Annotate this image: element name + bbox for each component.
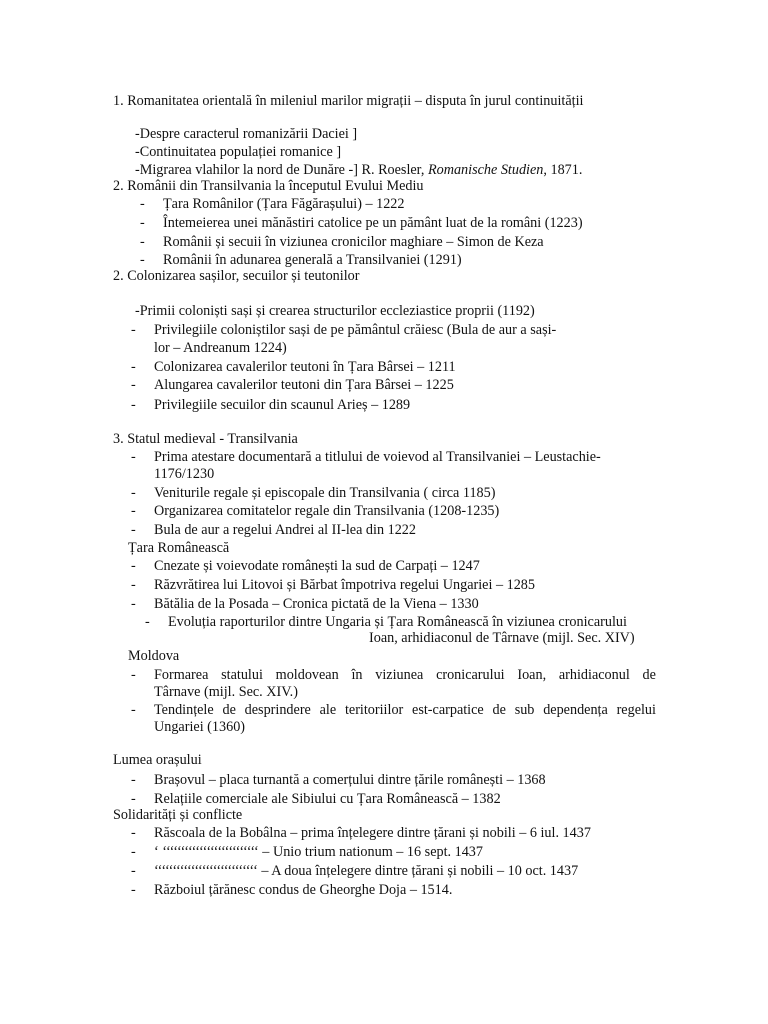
list-item: Bula de aur a regelui Andrei al II-lea din 1222 <box>154 522 416 538</box>
list-item: ‘‘‘‘‘‘‘‘‘‘‘‘‘‘‘‘‘‘‘‘‘‘‘‘‘‘‘‘ – A doua înțelegere dintre țărani și nobili – 10 oct. 1437 <box>154 863 579 879</box>
bullet-dash: - <box>131 844 136 860</box>
list-item: Întemeierea unei mănăstiri catolice pe un pământ luat de la români (1223) <box>163 215 583 231</box>
bullet-dash: - <box>131 449 136 465</box>
bullet-dash: - <box>140 252 145 268</box>
section-heading: 1. Romanitatea orientală în mileniul marilor migrații – disputa în jurul continuității <box>113 93 584 109</box>
list-item: Țara Românilor (Țara Făgărașului) – 1222 <box>163 196 405 212</box>
bullet-dash: - <box>131 882 136 898</box>
list-item: -Migrarea vlahilor la nord de Dunăre -] R. Roesler, Romanische Studien, 1871. <box>135 162 583 178</box>
subsection-heading: Moldova <box>128 648 180 664</box>
list-item: Alungarea cavalerilor teutoni din Țara Bârsei – 1225 <box>154 377 454 393</box>
bullet-dash: - <box>131 558 136 574</box>
list-item: Românii în adunarea generală a Transilvaniei (1291) <box>163 252 462 268</box>
section-heading: Lumea orașului <box>113 752 202 768</box>
bullet-dash: - <box>131 702 136 718</box>
book-title: Romanische Studien <box>427 162 544 178</box>
list-item: -Continuitatea populației romanice ] <box>135 144 342 160</box>
section-heading: 2. Colonizarea sașilor, secuilor și teutonilor <box>113 268 360 284</box>
list-item: Cnezate și voievodate românești la sud de Carpați – 1247 <box>154 558 480 574</box>
list-item: Răscoala de la Bobâlna – prima înțelegere dintre țărani și nobili – 6 iul. 1437 <box>154 825 591 841</box>
bullet-dash: - <box>131 577 136 593</box>
list-item: Românii și secuii în viziunea cronicilor maghiare – Simon de Keza <box>163 234 544 250</box>
bullet-dash: - <box>140 234 145 250</box>
list-item-continuation: Ungariei (1360) <box>154 719 246 735</box>
list-item: Organizarea comitatelor regale din Transilvania (1208-1235) <box>154 503 500 519</box>
list-item: -Primii coloniști sași și crearea structurilor eccleziastice proprii (1192) <box>135 303 535 319</box>
bullet-dash: - <box>131 503 136 519</box>
list-item: Brașovul – placa turnantă a comerțului dintre țările românești – 1368 <box>154 772 546 788</box>
bullet-dash: - <box>131 377 136 393</box>
list-item: ‘ ‘‘‘‘‘‘‘‘‘‘‘‘‘‘‘‘‘‘‘‘‘‘‘‘‘‘ – Unio trium nationum – 16 sept. 1437 <box>154 844 483 860</box>
section-heading: 3. Statul medieval - Transilvania <box>113 431 298 447</box>
list-item-justified: Formarea statului moldovean în viziunea cronicarului Ioan, arhidiaconul de <box>154 667 656 683</box>
bullet-dash: - <box>131 791 136 807</box>
list-item: Privilegiile secuilor din scaunul Arieș – 1289 <box>154 397 411 413</box>
bullet-dash: - <box>131 596 136 612</box>
bullet-dash: - <box>140 215 145 231</box>
list-item: -Despre caracterul romanizării Daciei ] <box>135 126 358 142</box>
bullet-dash: - <box>131 322 136 338</box>
list-item: Răzvrătirea lui Litovoi și Bărbat împotriva regelui Ungariei – 1285 <box>154 577 535 593</box>
bullet-dash: - <box>131 522 136 538</box>
bullet-dash: - <box>131 667 136 683</box>
list-item-continuation: 1176/1230 <box>154 466 215 482</box>
list-item-continuation: Ioan, arhidiaconul de Târnave (mijl. Sec. XIV) <box>369 630 635 646</box>
list-item: Războiul țărănesc condus de Gheorghe Doja – 1514. <box>154 882 453 898</box>
list-item: Evoluția raporturilor dintre Ungaria și Țara Românească în viziunea cronicarului <box>168 614 627 630</box>
list-item-continuation: Târnave (mijl. Sec. XIV.) <box>154 684 298 700</box>
list-item-continuation: lor – Andreanum 1224) <box>154 340 287 356</box>
section-heading: 2. Românii din Transilvania la începutul Evului Mediu <box>113 178 424 194</box>
bullet-dash: - <box>140 196 145 212</box>
bullet-dash: - <box>131 863 136 879</box>
list-item-justified: Tendințele de desprindere ale teritoriilor est-carpatice de sub dependența regelui <box>154 702 656 718</box>
bullet-dash: - <box>131 359 136 375</box>
list-item: Relațiile comerciale ale Sibiului cu Țara Românească – 1382 <box>154 791 501 807</box>
list-item: Prima atestare documentară a titlului de voievod al Transilvaniei – Leustachie- <box>154 449 601 465</box>
bullet-dash: - <box>131 397 136 413</box>
list-item: Bătălia de la Posada – Cronica pictată de la Viena – 1330 <box>154 596 479 612</box>
bullet-dash: - <box>145 614 150 630</box>
list-item: Veniturile regale și episcopale din Transilvania ( circa 1185) <box>154 485 496 501</box>
bullet-dash: - <box>131 772 136 788</box>
subsection-heading: Țara Românească <box>128 540 230 556</box>
list-item: Privilegiile coloniștilor sași de pe pământul crăiesc (Bula de aur a sași- <box>154 322 557 338</box>
bullet-dash: - <box>131 485 136 501</box>
list-item: Colonizarea cavalerilor teutoni în Țara Bârsei – 1211 <box>154 359 456 375</box>
section-heading: Solidarități și conflicte <box>113 807 243 823</box>
bullet-dash: - <box>131 825 136 841</box>
